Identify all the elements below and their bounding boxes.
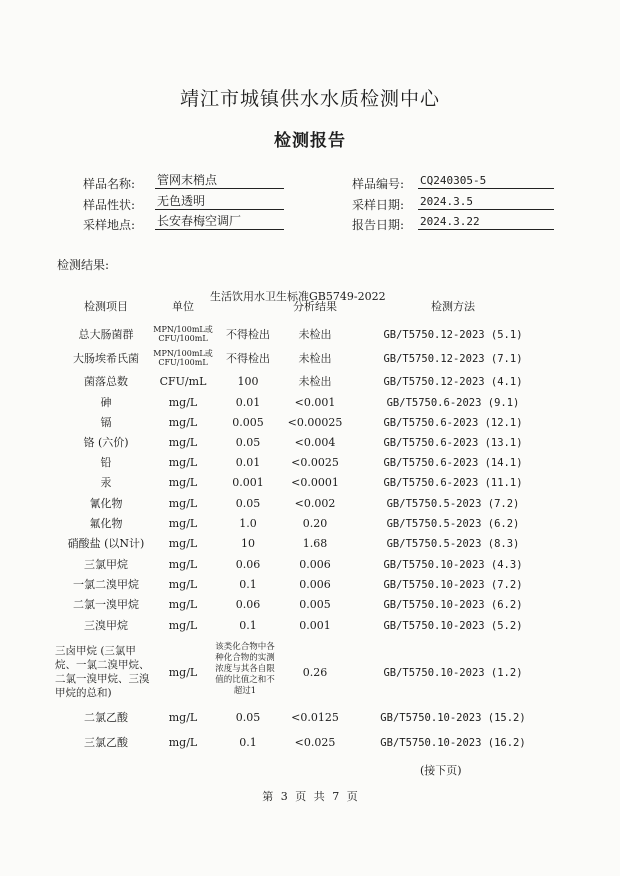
row-unit: mg/L (168, 476, 198, 489)
row-method: GB/T5750.10-2023 (6.2) (383, 599, 523, 611)
row-result: <0.025 (294, 736, 336, 749)
header-item: 检测项目 (84, 300, 128, 313)
row-result: 0.20 (302, 517, 328, 530)
row-method: GB/T5750.12-2023 (4.1) (383, 376, 523, 388)
sample-location-value: 长安春梅空调厂 (155, 214, 284, 230)
row-standard: 0.1 (239, 736, 257, 749)
row-result: <0.0025 (291, 456, 339, 469)
row-standard: 0.05 (235, 711, 261, 724)
row-method: GB/T5750.6-2023 (12.1) (383, 417, 523, 429)
row-method: GB/T5750.6-2023 (14.1) (383, 457, 523, 469)
row-result: 0.006 (299, 558, 331, 571)
row-item: 铅 (100, 456, 112, 469)
row-method: GB/T5750.6-2023 (9.1) (386, 397, 520, 409)
report-title: 检测报告 (274, 131, 346, 151)
row-standard: 0.1 (239, 619, 257, 632)
table-row (0, 416, 620, 436)
row-result: <0.001 (294, 396, 336, 409)
row-standard: 0.01 (235, 456, 261, 469)
row-item: 三氯乙酸 (84, 736, 128, 749)
table-row (0, 375, 620, 395)
header-unit: 单位 (172, 300, 194, 313)
table-row (0, 396, 620, 416)
row-standard: 该类化合物中各种化合物的实测浓度与其各自限值的比值之和不超过1 (215, 642, 275, 696)
row-unit: mg/L (168, 396, 198, 409)
row-item: 镉 (100, 416, 112, 429)
row-item: 氟化物 (89, 517, 123, 530)
row-unit: mg/L (168, 558, 198, 571)
row-method: GB/T5750.5-2023 (6.2) (386, 518, 520, 530)
table-row (0, 476, 620, 496)
row-item: 铬 (六价) (83, 436, 129, 449)
sample-status-label: 样品性状: (83, 198, 136, 212)
row-unit: CFU/mL (159, 375, 207, 388)
row-result: 未检出 (298, 352, 332, 365)
row-method: GB/T5750.10-2023 (4.3) (383, 559, 523, 571)
table-row (0, 456, 620, 476)
row-standard: 1.0 (239, 517, 257, 530)
row-method: GB/T5750.10-2023 (1.2) (383, 667, 523, 679)
row-standard: 不得检出 (226, 328, 270, 341)
row-result: 0.005 (299, 598, 331, 611)
row-method: GB/T5750.12-2023 (5.1) (383, 329, 523, 341)
row-method: GB/T5750.10-2023 (5.2) (383, 620, 523, 632)
table-row (0, 619, 620, 639)
row-method: GB/T5750.12-2023 (7.1) (383, 353, 523, 365)
row-standard: 0.005 (232, 416, 264, 429)
table-row (0, 537, 620, 557)
table-row (0, 736, 620, 756)
row-result: 0.001 (299, 619, 331, 632)
header-method: 检测方法 (431, 300, 475, 313)
sample-id-value: CQ240305-5 (418, 173, 554, 189)
row-standard: 0.1 (239, 578, 257, 591)
row-unit: mg/L (168, 578, 198, 591)
row-result: <0.00025 (287, 416, 343, 429)
row-unit: mg/L (168, 666, 198, 679)
row-standard: 100 (237, 375, 259, 388)
page-footer: 第 3 页 共 7 页 (262, 790, 358, 803)
row-unit: mg/L (168, 736, 198, 749)
organization-name: 靖江市城镇供水水质检测中心 (179, 88, 440, 110)
row-item: 二氯乙酸 (84, 711, 128, 724)
row-unit: mg/L (168, 517, 198, 530)
table-header (0, 290, 620, 326)
header-standard: 生活饮用水卫生标准GB5749-2022 (210, 290, 386, 303)
table-row (0, 598, 620, 618)
results-label: 检测结果: (57, 258, 110, 272)
row-unit: mg/L (168, 456, 198, 469)
table-row (0, 517, 620, 537)
sample-status-value: 无色透明 (155, 194, 284, 210)
table-row (0, 325, 620, 348)
row-result: <0.0125 (291, 711, 339, 724)
row-standard: 0.001 (232, 476, 264, 489)
row-result: <0.0001 (291, 476, 339, 489)
row-standard: 0.05 (235, 497, 261, 510)
row-method: GB/T5750.5-2023 (7.2) (386, 498, 520, 510)
row-item: 大肠埃希氏菌 (73, 352, 139, 365)
row-item: 氰化物 (89, 497, 123, 510)
row-item: 一氯二溴甲烷 (73, 578, 139, 591)
row-item: 砷 (100, 396, 112, 409)
report-date-value: 2024.3.22 (418, 214, 554, 230)
row-standard: 0.06 (235, 558, 261, 571)
row-item: 菌落总数 (84, 375, 128, 388)
sample-name-value: 管网末梢点 (155, 173, 284, 189)
row-result: 未检出 (298, 375, 332, 388)
row-method: GB/T5750.6-2023 (11.1) (383, 477, 523, 489)
row-standard: 10 (241, 537, 255, 550)
row-result: 0.006 (299, 578, 331, 591)
row-result: 1.68 (302, 537, 328, 550)
row-unit: mg/L (168, 619, 198, 632)
row-unit: mg/L (168, 537, 198, 550)
row-unit: MPN/100mL或CFU/100mL (153, 325, 213, 343)
table-row (0, 436, 620, 456)
row-result: <0.002 (294, 497, 336, 510)
row-unit: mg/L (168, 436, 198, 449)
row-item: 二氯一溴甲烷 (73, 598, 139, 611)
row-standard: 0.01 (235, 396, 261, 409)
table-row (0, 558, 620, 578)
sample-name-label: 样品名称: (83, 177, 136, 191)
row-result: <0.004 (294, 436, 336, 449)
row-item: 总大肠菌群 (78, 328, 134, 341)
row-item: 汞 (100, 476, 112, 489)
table-row (0, 711, 620, 731)
table-row (0, 497, 620, 517)
report-date-label: 报告日期: (352, 218, 405, 232)
sample-date-label: 采样日期: (352, 198, 405, 212)
table-row (0, 349, 620, 372)
row-method: GB/T5750.5-2023 (8.3) (386, 538, 520, 550)
row-unit: mg/L (168, 497, 198, 510)
row-unit: MPN/100mL或CFU/100mL (153, 349, 213, 367)
row-method: GB/T5750.6-2023 (13.1) (383, 437, 523, 449)
sample-id-label: 样品编号: (352, 177, 405, 191)
row-result: 0.26 (302, 666, 328, 679)
sample-location-label: 采样地点: (83, 218, 136, 232)
table-row (0, 578, 620, 598)
row-result: 未检出 (298, 328, 332, 341)
row-unit: mg/L (168, 711, 198, 724)
header-result: 分析结果 (293, 300, 337, 313)
row-method: GB/T5750.10-2023 (7.2) (383, 579, 523, 591)
row-standard: 不得检出 (226, 352, 270, 365)
sample-date-value: 2024.3.5 (418, 194, 554, 210)
row-method: GB/T5750.10-2023 (16.2) (380, 737, 526, 749)
row-standard: 0.05 (235, 436, 261, 449)
row-standard: 0.06 (235, 598, 261, 611)
row-item: 三溴甲烷 (84, 619, 128, 632)
row-unit: mg/L (168, 416, 198, 429)
row-method: GB/T5750.10-2023 (15.2) (380, 712, 526, 724)
row-item: 硝酸盐 (以N计) (67, 537, 145, 550)
table-row (0, 642, 620, 704)
row-item: 三卤甲烷 (三氯甲烷、一氯二溴甲烷、二氯一溴甲烷、三溴甲烷的总和) (55, 645, 150, 699)
row-item: 三氯甲烷 (84, 558, 128, 571)
row-unit: mg/L (168, 598, 198, 611)
continued-note: (接下页) (420, 764, 462, 777)
